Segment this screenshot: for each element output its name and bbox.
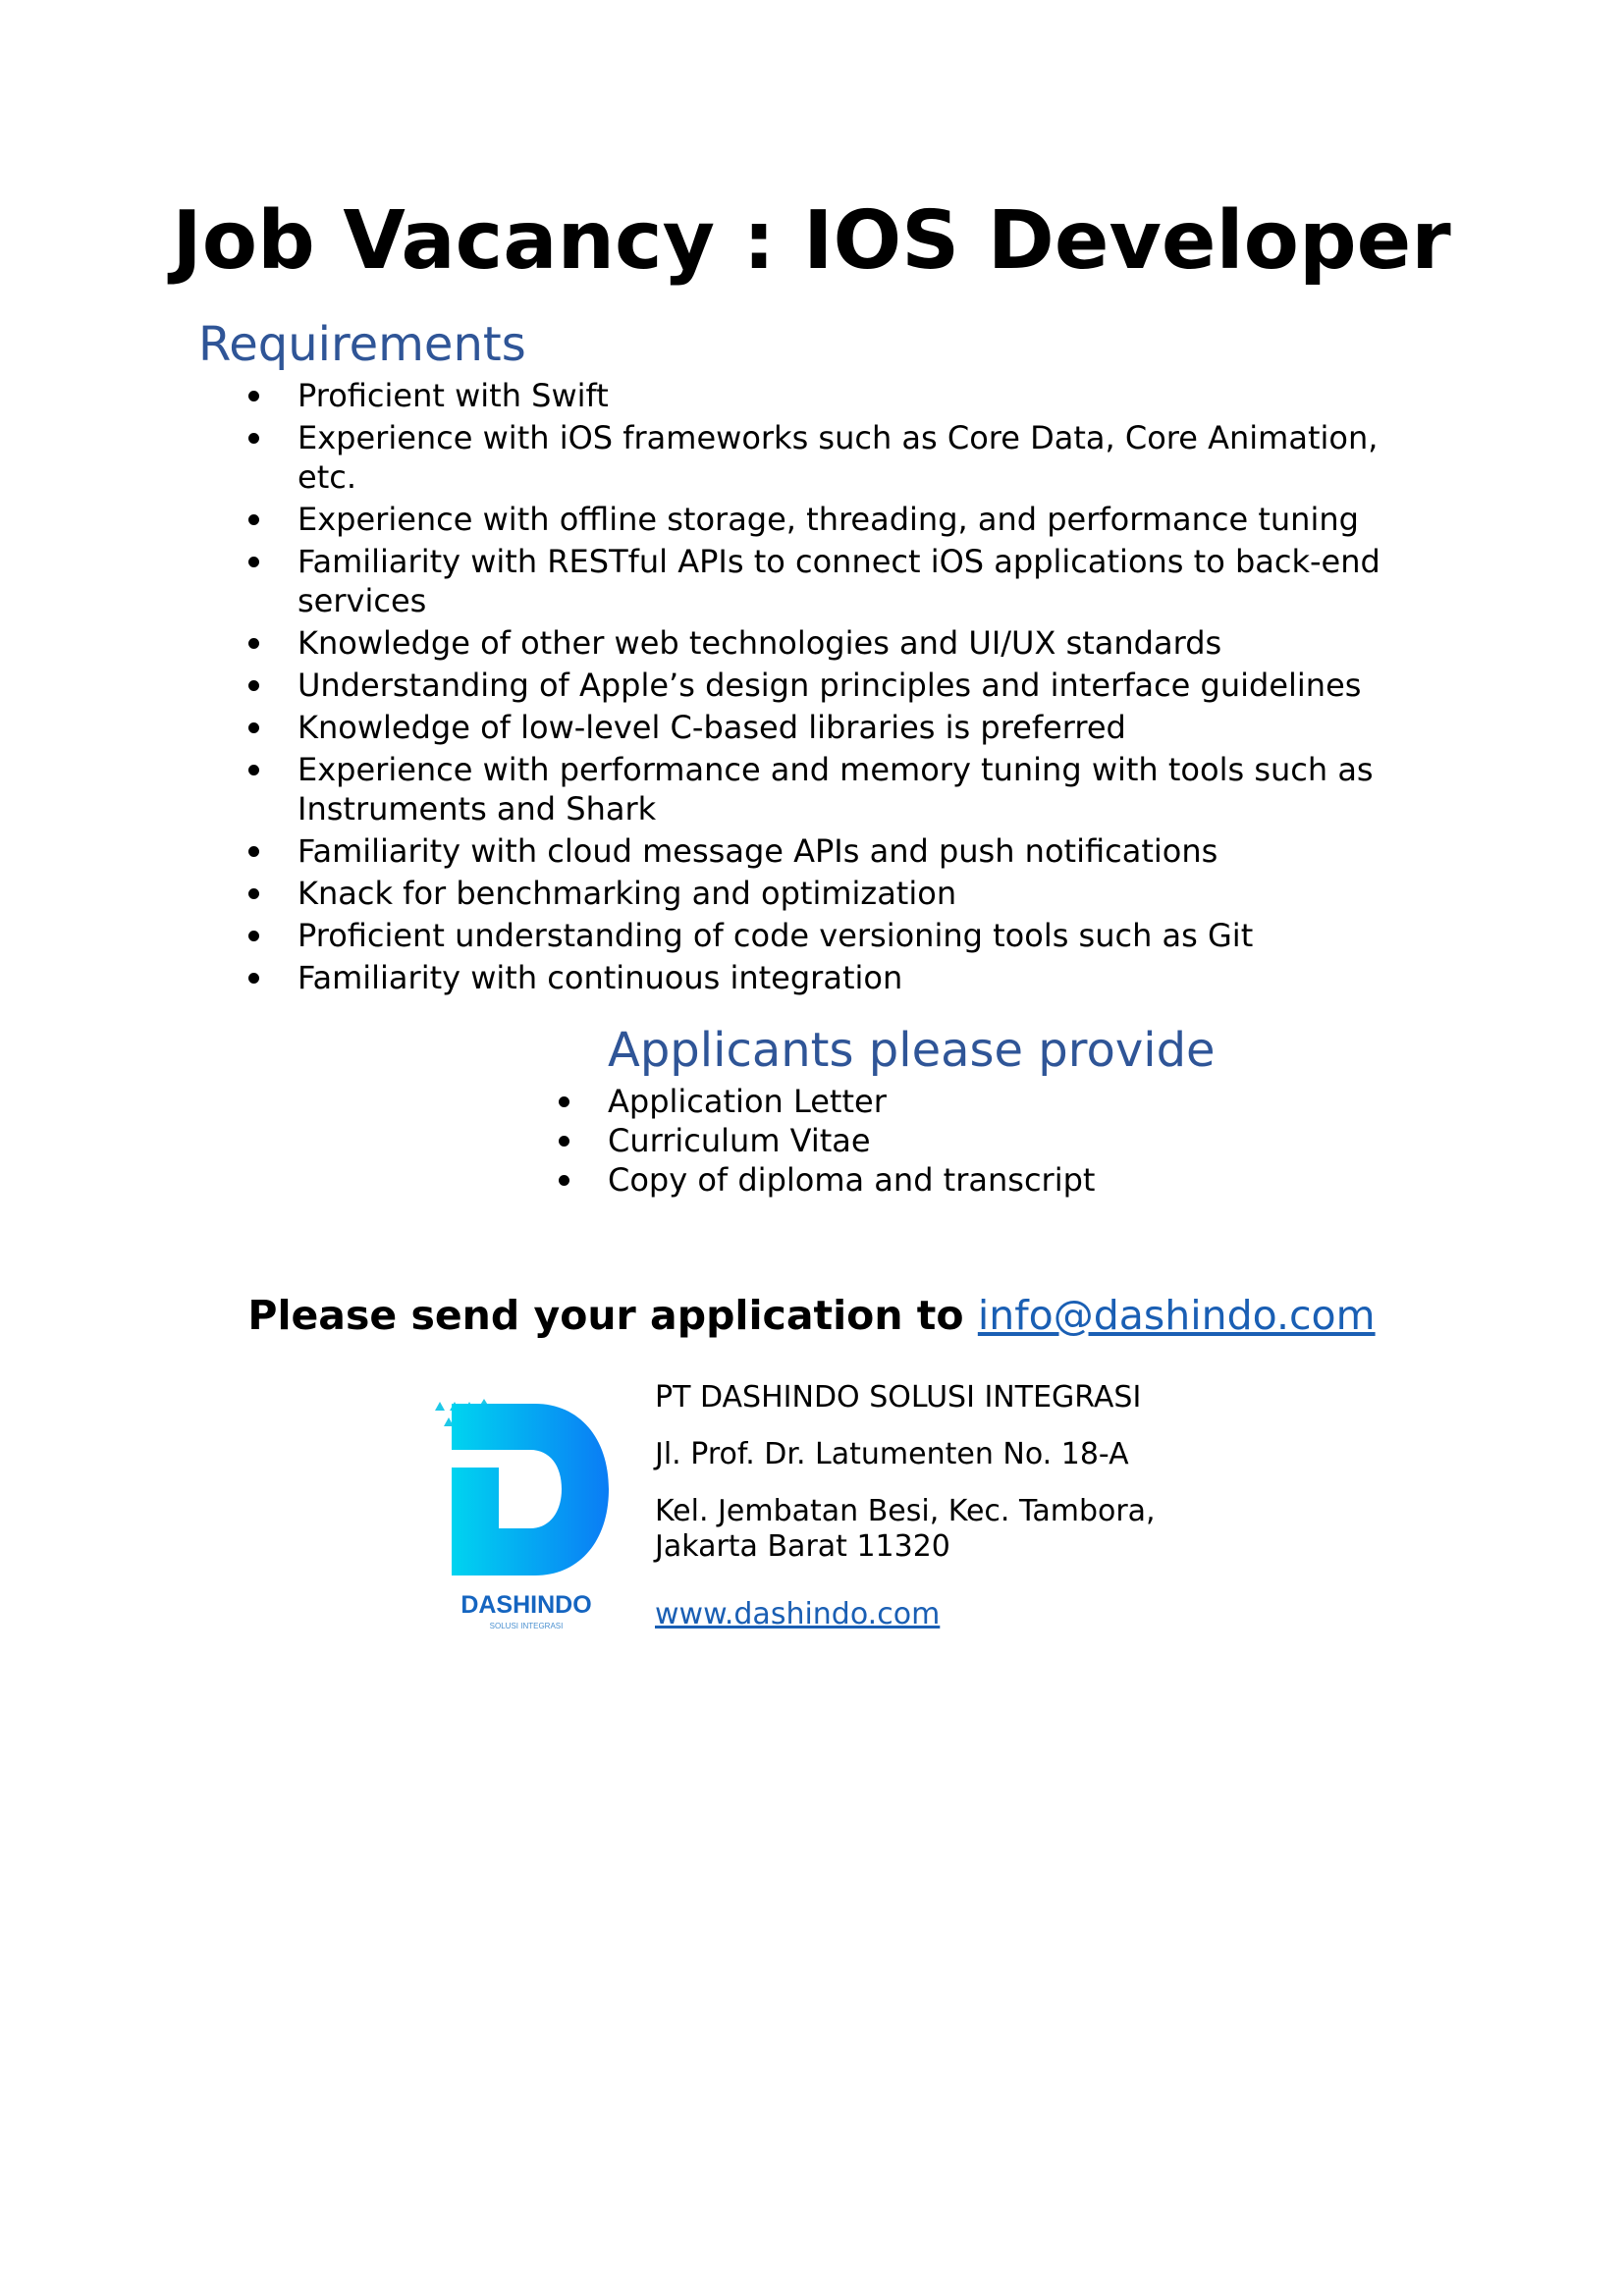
requirement-text: Experience with offline storage, threading, and performance tuning bbox=[298, 501, 1359, 538]
list-item bbox=[298, 831, 1436, 871]
list-item bbox=[608, 1160, 1295, 1200]
requirement-text: Understanding of Apple’s design principles and interface guidelines bbox=[298, 667, 1362, 704]
list-item bbox=[298, 708, 1436, 747]
bullet-icon bbox=[248, 680, 259, 691]
requirement-text: Knowledge of low-level C-based libraries is preferred bbox=[298, 709, 1126, 746]
requirement-text: Proficient understanding of code versioning tools such as Git bbox=[298, 917, 1254, 954]
bullet-icon bbox=[248, 514, 259, 525]
bullet-icon bbox=[248, 638, 259, 649]
d-letter-icon bbox=[452, 1404, 609, 1575]
requirement-text: Experience with iOS frameworks such as Core Data, Core Animation, etc. bbox=[298, 419, 1379, 496]
applicants-heading: Applicants please provide bbox=[608, 1023, 1216, 1078]
list-item bbox=[298, 958, 1436, 997]
bullet-icon bbox=[248, 931, 259, 941]
list-item bbox=[298, 750, 1436, 828]
list-item bbox=[298, 666, 1436, 705]
requirement-text: Knowledge of other web technologies and UI/UX standards bbox=[298, 624, 1222, 662]
requirement-text: Experience with performance and memory tuning with tools such as Instruments and Shark bbox=[298, 751, 1374, 828]
list-item bbox=[298, 623, 1436, 663]
list-item bbox=[298, 500, 1436, 539]
address-line-1: Jl. Prof. Dr. Latumenten No. 18-A bbox=[655, 1437, 1129, 1471]
email-link[interactable]: info@dashindo.com bbox=[977, 1292, 1376, 1339]
send-text: Please send your application to bbox=[247, 1292, 978, 1339]
bullet-icon bbox=[248, 846, 259, 857]
requirement-text: Proficient with Swift bbox=[298, 377, 609, 414]
document-text: Copy of diploma and transcript bbox=[608, 1161, 1096, 1199]
requirement-text: Familiarity with continuous integration bbox=[298, 959, 903, 996]
document-text: Application Letter bbox=[608, 1083, 887, 1120]
document-text: Curriculum Vitae bbox=[608, 1122, 871, 1159]
logo-tagline: SOLUSI INTEGRASI bbox=[489, 1622, 564, 1630]
bullet-icon bbox=[248, 391, 259, 401]
send-application-line bbox=[0, 1291, 1623, 1340]
requirement-text: Familiarity with cloud message APIs and push notifications bbox=[298, 832, 1218, 870]
bullet-icon bbox=[559, 1136, 569, 1147]
bullet-icon bbox=[248, 973, 259, 984]
list-item bbox=[298, 376, 1436, 415]
bullet-icon bbox=[248, 557, 259, 567]
bullet-icon bbox=[248, 888, 259, 899]
website-link[interactable]: www.dashindo.com bbox=[655, 1597, 941, 1631]
company-name: PT DASHINDO SOLUSI INTEGRASI bbox=[655, 1380, 1142, 1415]
applicants-list bbox=[608, 1082, 1295, 1200]
company-info bbox=[655, 1380, 1440, 1631]
requirement-text: Knack for benchmarking and optimization bbox=[298, 875, 957, 912]
list-item bbox=[298, 874, 1436, 913]
bullet-icon bbox=[559, 1175, 569, 1186]
list-item bbox=[298, 916, 1436, 955]
bullet-icon bbox=[559, 1096, 569, 1107]
list-item bbox=[298, 542, 1436, 620]
address-line-2: Kel. Jembatan Besi, Kec. Tambora, bbox=[655, 1494, 1156, 1528]
requirements-list bbox=[298, 376, 1436, 1000]
page-title: Job Vacancy : IOS Developer bbox=[172, 194, 1451, 288]
logo-wordmark: DASHINDO bbox=[460, 1591, 592, 1619]
list-item bbox=[608, 1082, 1295, 1121]
list-item bbox=[298, 418, 1436, 497]
bullet-icon bbox=[248, 433, 259, 444]
list-item bbox=[608, 1121, 1295, 1160]
bullet-icon bbox=[248, 722, 259, 733]
requirements-heading: Requirements bbox=[198, 317, 526, 372]
requirement-text: Familiarity with RESTful APIs to connect iOS applications to back-end services bbox=[298, 543, 1380, 619]
address-line-3: Jakarta Barat 11320 bbox=[655, 1529, 950, 1564]
bullet-icon bbox=[248, 765, 259, 775]
dashindo-logo bbox=[432, 1399, 619, 1644]
